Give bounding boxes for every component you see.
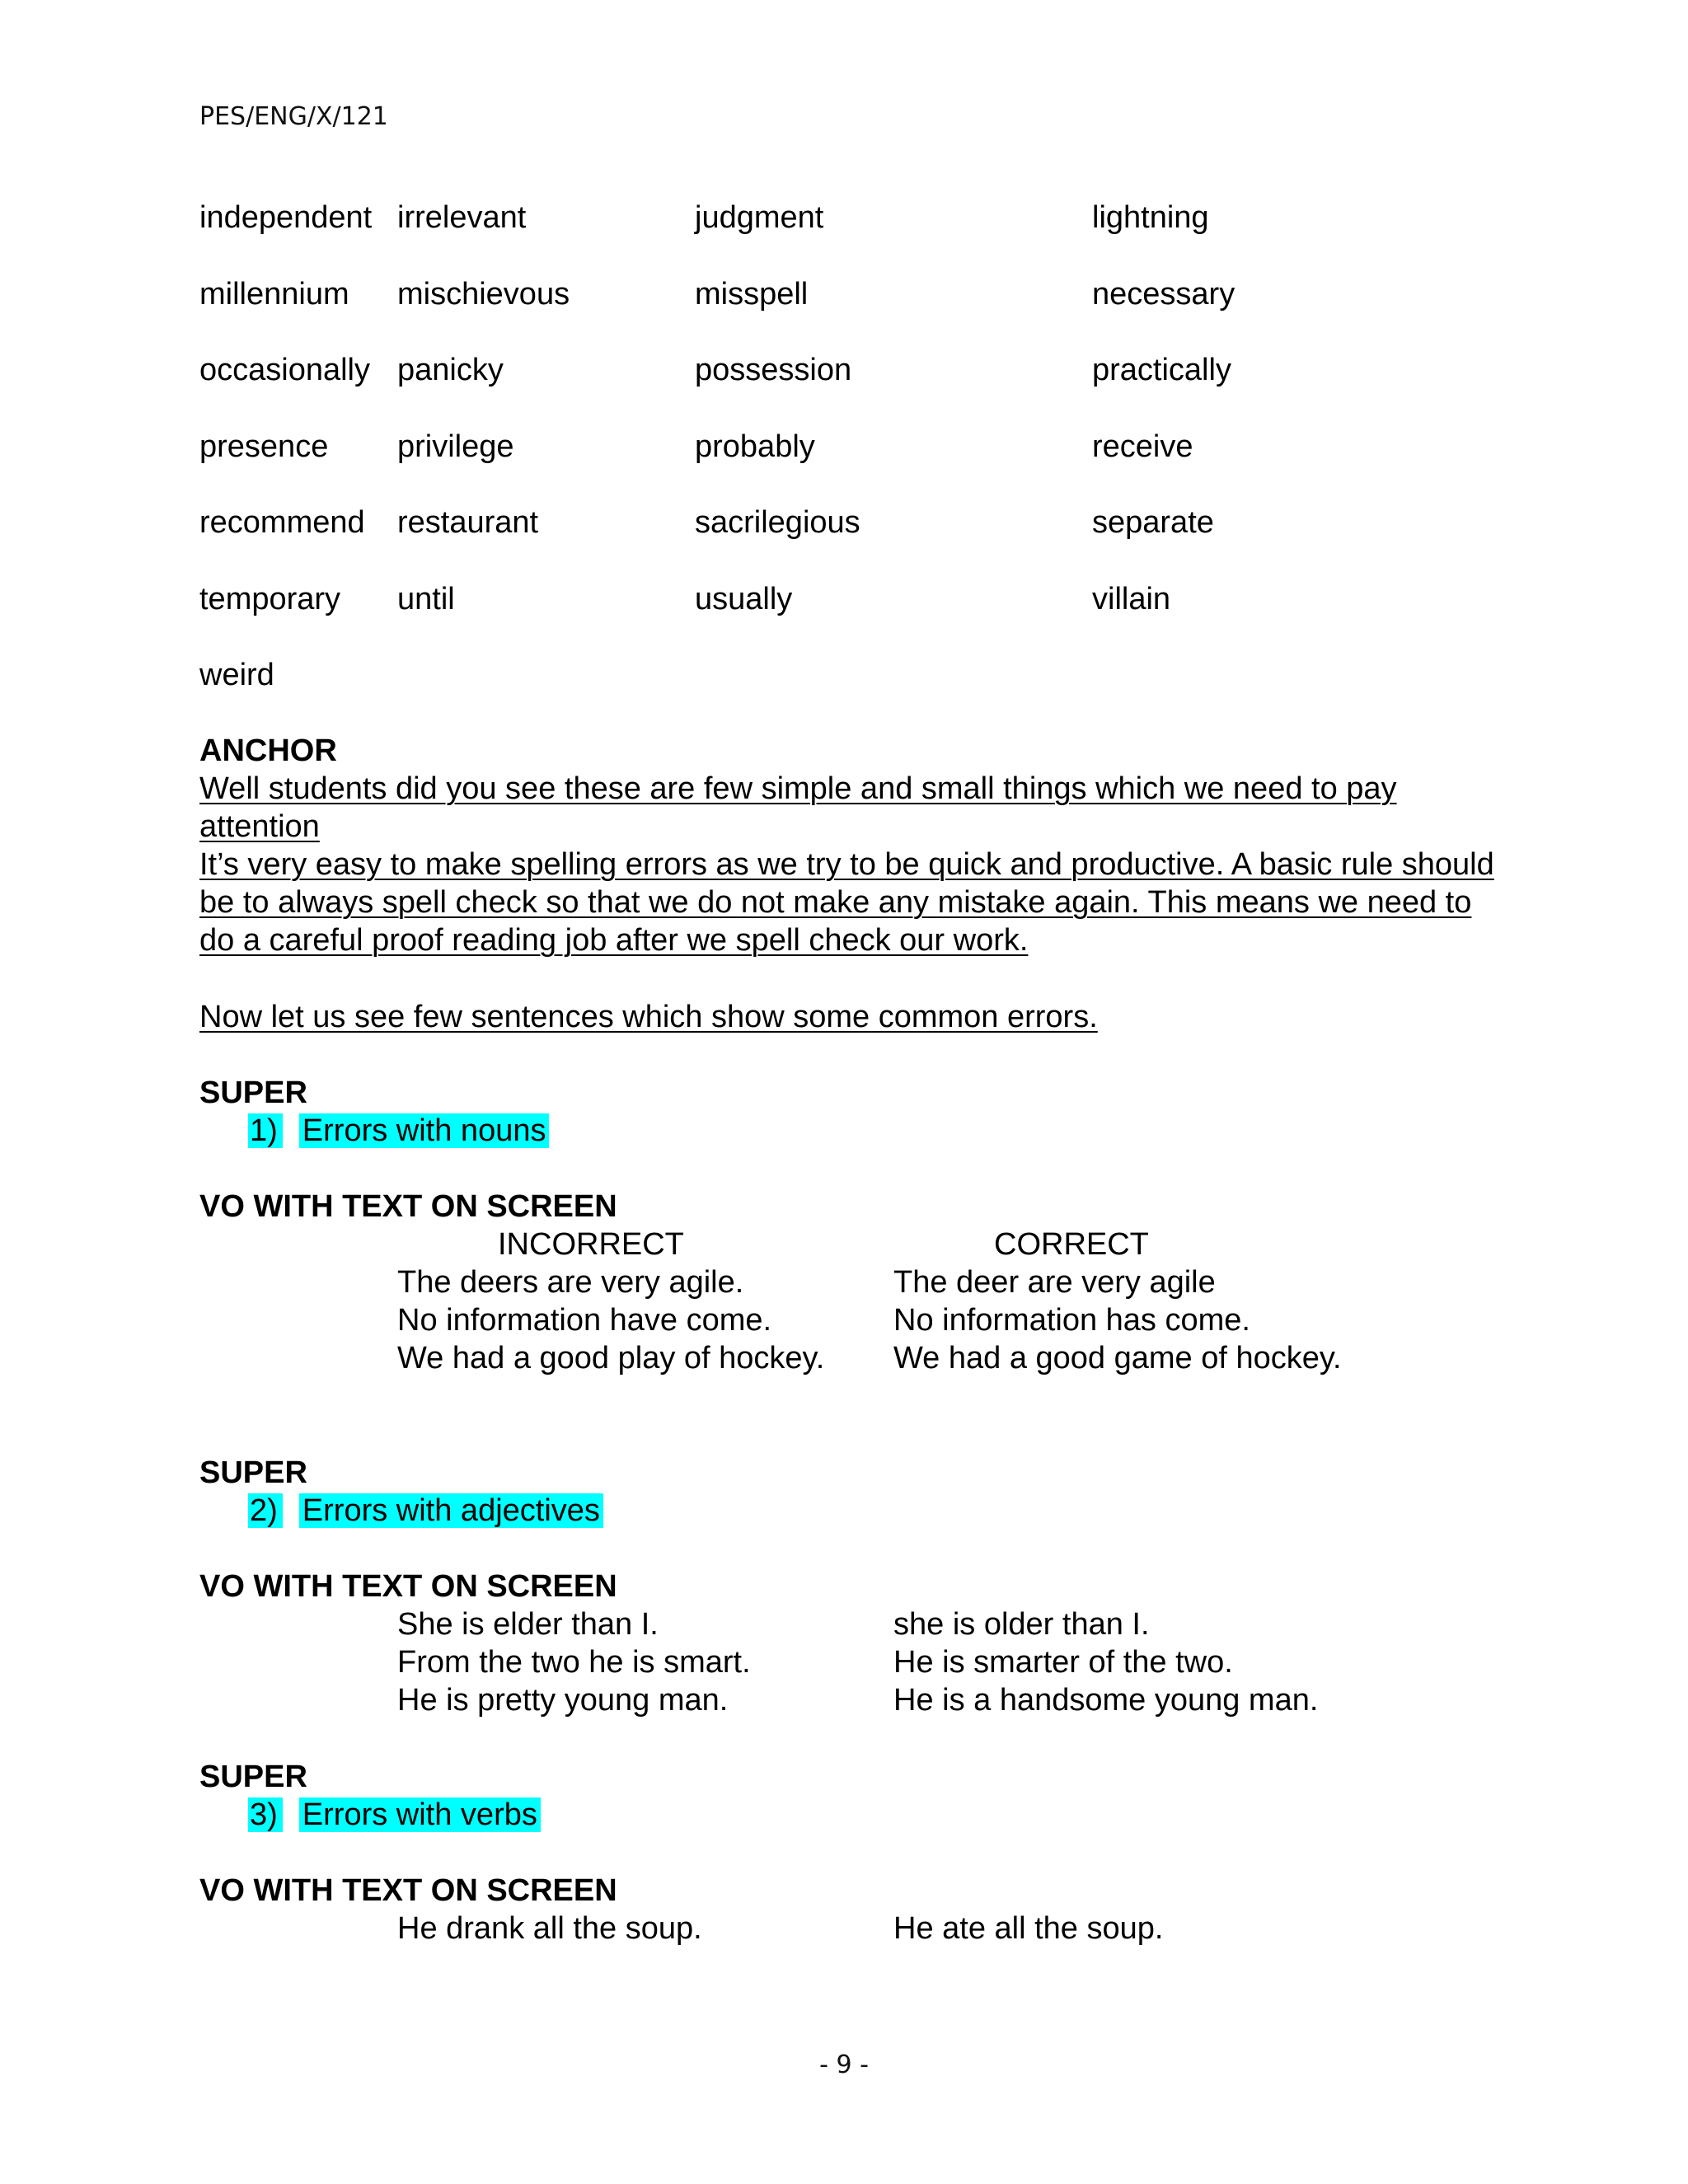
word: probably [695, 429, 815, 464]
incorrect-sentence: He drank all the soup. [397, 1911, 702, 1946]
anchor-line-3: Now let us see few sentences which show some common errors. [199, 1000, 1098, 1034]
word: recommend [199, 505, 365, 540]
word: presence [199, 429, 329, 464]
correct-column [893, 1910, 1163, 1947]
word: necessary [1092, 276, 1236, 312]
word: restaurant [397, 505, 539, 540]
section-title: Errors with nouns [299, 1113, 550, 1148]
incorrect-column [397, 1910, 702, 1947]
correct-sentence: He ate all the soup. [893, 1911, 1164, 1946]
incorrect-sentence: From the two he is smart. [397, 1645, 751, 1680]
correct-sentence: she is older than I. [893, 1607, 1150, 1642]
section-title: Errors with adjectives [299, 1493, 603, 1528]
incorrect-sentence: She is elder than I. [397, 1607, 659, 1642]
word: villain [1092, 581, 1171, 616]
word: occasionally [199, 353, 370, 387]
word: irrelevant [397, 200, 527, 235]
vo-label: VO WITH TEXT ON SCREEN [199, 1189, 617, 1224]
incorrect-sentence: The deers are very agile. [397, 1265, 744, 1300]
word: mischievous [397, 276, 570, 312]
incorrect-sentence: He is pretty young man. [397, 1683, 729, 1718]
section-title: Errors with verbs [299, 1797, 541, 1832]
anchor-label: ANCHOR [199, 733, 337, 768]
document-code: PES/ENG/X/121 [199, 102, 388, 131]
anchor-line-1: Well students did you see these are few simple and small things which we need to pay attention [199, 771, 1397, 844]
incorrect-column [397, 1263, 824, 1377]
correct-sentence: The deer are very agile [893, 1265, 1216, 1300]
word: panicky [397, 353, 504, 387]
correct-sentence: No information has come. [893, 1303, 1250, 1338]
incorrect-sentence: No information have come. [397, 1303, 772, 1338]
correct-sentence: He is a handsome young man. [893, 1683, 1319, 1718]
anchor-line-2: It’s very easy to make spelling errors as we try to be quick and productive. A basic rule should be to always spell check so that we do not make any mistake again. This means we need to do a careful proof reading job after we spell check our work. [199, 847, 1494, 958]
word: independent [199, 200, 373, 235]
word: misspell [695, 276, 809, 312]
vo-label: VO WITH TEXT ON SCREEN [199, 1873, 617, 1908]
word: privilege [397, 429, 514, 464]
word: receive [1092, 429, 1193, 464]
super-label: SUPER [199, 1076, 307, 1110]
incorrect-column [397, 1605, 751, 1719]
item-number: 2) [248, 1493, 283, 1528]
incorrect-sentence: We had a good play of hockey. [397, 1341, 825, 1376]
vo-label: VO WITH TEXT ON SCREEN [199, 1569, 617, 1604]
word: separate [1092, 505, 1214, 540]
item-number: 3) [248, 1797, 283, 1832]
section-heading-verbs [248, 1796, 541, 1834]
word: sacrilegious [695, 505, 860, 540]
section-heading-adjectives [248, 1492, 603, 1530]
word: until [397, 581, 455, 616]
page-number: - 9 - [819, 2050, 869, 2079]
section-heading-nouns [248, 1112, 549, 1150]
super-label: SUPER [199, 1455, 307, 1490]
word: millennium [199, 276, 349, 312]
correct-header: CORRECT [994, 1227, 1149, 1262]
word: lightning [1092, 200, 1209, 235]
correct-column [893, 1263, 1342, 1377]
incorrect-header: INCORRECT [498, 1227, 684, 1262]
word: weird [199, 658, 274, 692]
super-label: SUPER [199, 1760, 307, 1794]
correct-column [893, 1605, 1318, 1719]
word: usually [695, 581, 793, 616]
word: practically [1092, 353, 1231, 387]
item-number: 1) [248, 1113, 283, 1148]
word: possession [695, 353, 852, 387]
correct-sentence: We had a good game of hockey. [893, 1341, 1342, 1376]
word: judgment [695, 200, 824, 235]
correct-sentence: He is smarter of the two. [893, 1645, 1233, 1680]
word: temporary [199, 581, 341, 616]
